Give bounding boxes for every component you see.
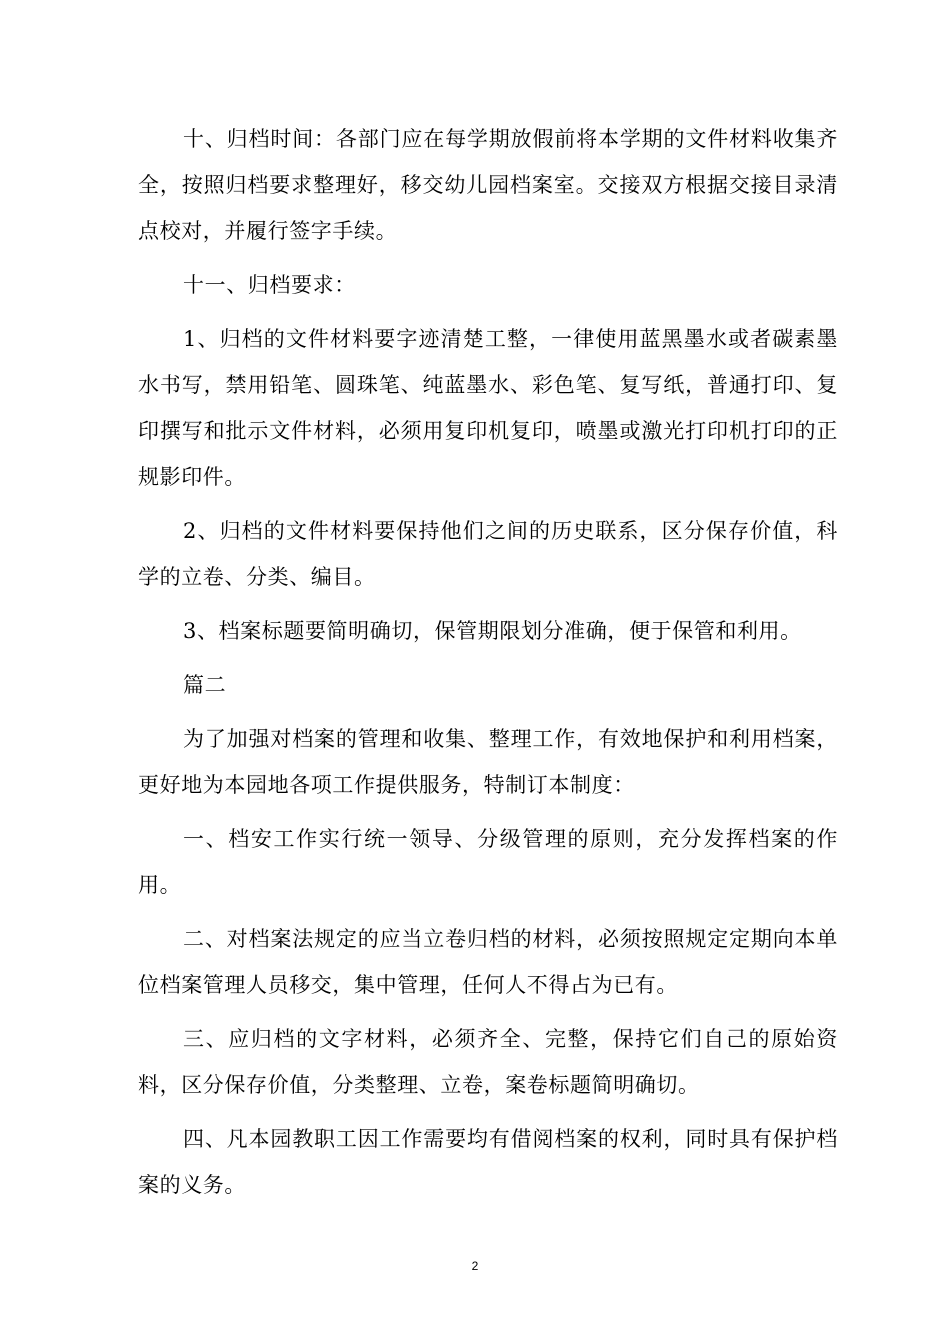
paragraph-archiving-requirements-heading: 十一、归档要求： [183, 273, 356, 297]
paragraph-rule-2: 二、对档案法规定的应当立卷归档的材料，必须按照规定定期向本单位档案管理人员移交，集中管理，任何人不得占为已有。 [138, 927, 838, 997]
paragraph-rule-3: 三、应归档的文字材料，必须齐全、完整，保持它们自己的原始资料，区分保存价值，分类整理、立卷，案卷标题简明确切。 [138, 1027, 838, 1097]
section-heading-part-two: 篇二 [183, 673, 227, 697]
paragraph-archiving-time: 十、归档时间：各部门应在每学期放假前将本学期的文件材料收集齐全，按照归档要求整理好，移交幼儿园档案室。交接双方根据交接目录清点校对，并履行签字手续。 [138, 127, 838, 243]
paragraph-requirement-1: 1、归档的文件材料要字迹清楚工整，一律使用蓝黑墨水或者碳素墨水书写，禁用铅笔、圆珠笔、纯蓝墨水、彩色笔、复写纸，普通打印、复印撰写和批示文件材料，必须用复印机复印，喷墨或激光打印机打印的正规影印件。 [138, 327, 838, 489]
document-body [138, 116, 838, 1208]
paragraph-rule-4: 四、凡本园教职工因工作需要均有借阅档案的权利，同时具有保护档案的义务。 [138, 1127, 838, 1197]
paragraph-rule-1: 一、档安工作实行统一领导、分级管理的原则，充分发挥档案的作用。 [138, 827, 838, 897]
paragraph-requirement-2: 2、归档的文件材料要保持他们之间的历史联系，区分保存价值，科学的立卷、分类、编目。 [138, 519, 838, 589]
paragraph-requirement-3: 3、档案标题要简明确切，保管期限划分准确，便于保管和利用。 [183, 619, 802, 643]
paragraph-introduction: 为了加强对档案的管理和收集、整理工作，有效地保护和利用档案，更好地为本园地各项工作提供服务，特制订本制度： [138, 727, 838, 797]
page-number: 2 [471, 1259, 479, 1273]
